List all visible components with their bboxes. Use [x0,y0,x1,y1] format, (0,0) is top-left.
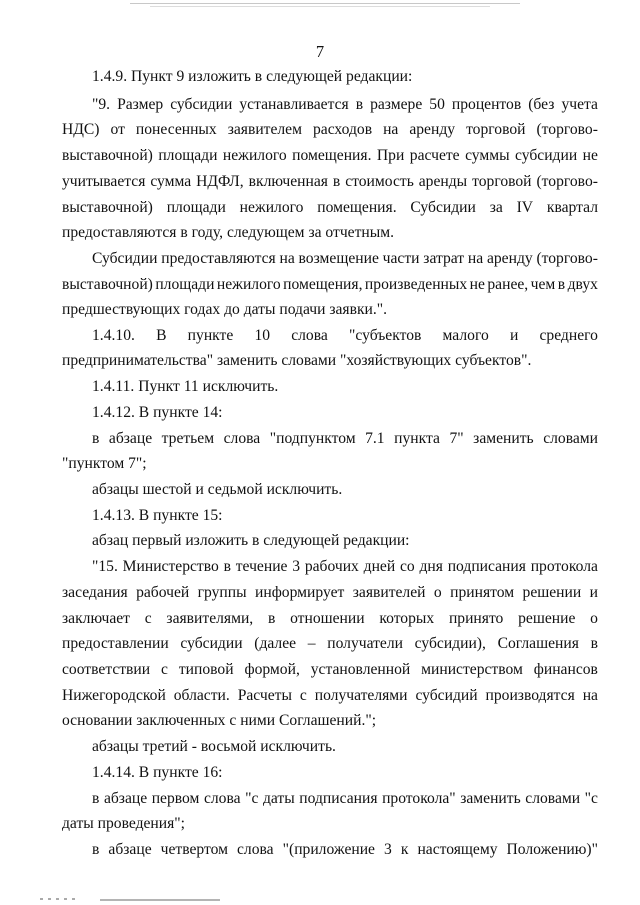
word: выставочной) [62,147,153,164]
word: словами [525,790,581,807]
word: соответствии [62,661,151,678]
word: о [433,584,442,601]
word: "9. [92,96,111,113]
word: "субъектов [349,327,422,344]
word: установленной [310,661,411,678]
justified-line [62,608,598,630]
word: на [383,121,399,138]
word: выставочной) [62,276,153,293]
word: заявителей [352,584,426,601]
word: торговой [472,173,532,190]
word: первом [151,790,200,807]
justified-line [92,325,598,347]
word: словами [543,430,598,447]
word: 7" [449,430,464,447]
word: Министерство [122,558,219,575]
word: произведенных [364,276,468,293]
justified-line [62,145,598,167]
word: нежилого [222,147,287,164]
word: "с [245,790,259,807]
paragraph-1-4-11: 1.4.11. Пункт 11 исключить. [92,378,279,395]
word: помещения. [292,147,372,164]
word: пункте [187,327,234,344]
word: – [307,635,316,652]
scan-artifact-bottom-dots [40,898,80,900]
text-line: абзацы шестой и седьмой исключить. [92,481,343,498]
word: IV [516,199,534,216]
justified-line [62,633,598,655]
word: в [355,96,364,113]
word: "(приложение [282,841,375,858]
text-line: абзац первый изложить в следующей редакции: [92,532,410,549]
scan-artifact-bottom [100,899,220,901]
word: заменить [473,430,534,447]
word: за [489,199,503,216]
word: в [557,276,566,293]
word: не [469,276,485,293]
word: возмещение [298,250,379,267]
word: Нижегородской [62,687,166,704]
word: заключает [62,610,130,627]
word: на [279,250,295,267]
word: Размер [117,96,164,113]
word: субсидии [515,147,578,164]
word: течение [235,558,288,575]
page-number: 7 [315,42,325,61]
word: НДС) [62,121,100,138]
word: Субсидии [410,199,476,216]
justified-line [92,248,598,270]
word: заменить [460,790,521,807]
word: подписания [447,558,526,575]
word: информирует [255,584,345,601]
word: НДФЛ, [196,173,244,190]
word: учитывается [62,173,146,190]
word: в [223,558,231,575]
word: которых [379,610,435,627]
word: (торгово- [536,250,598,267]
text-line: предоставляются в году, следующем за отчетным. [62,224,395,241]
word: квартал [546,199,598,216]
word: (без [528,96,555,113]
word: протокола [530,558,598,575]
word: аренду [409,121,456,138]
paragraph-1-4-9-heading: 1.4.9. Пункт 9 изложить в следующей редакции: [92,68,413,85]
justified-line [62,659,598,681]
word: малого [442,327,489,344]
word: выставочной) [62,199,153,216]
word: предоставляются [161,250,276,267]
word: даты [262,790,295,807]
justified-line [62,197,598,219]
word: размере [370,96,423,113]
word: типовой [178,661,234,678]
word: устанавливается [239,96,349,113]
paragraph-1-4-14-heading: 1.4.14. В пункте 16: [92,764,223,781]
justified-line [92,428,598,450]
text-line: "пунктом 7"; [62,455,147,472]
word: принято [448,610,504,627]
justified-line [62,582,598,604]
word: настоящему [417,841,498,858]
word: процентов [451,96,522,113]
word: абзаце [108,430,153,447]
word: абзаце [103,790,148,807]
word: (далее [254,635,297,652]
word: принятом [450,584,515,601]
word: на [467,250,484,267]
word: площади [166,199,226,216]
word: подписания [299,790,378,807]
word: со [399,558,415,575]
word: части [382,250,420,267]
word: суммы [465,147,510,164]
word: 10 [254,327,271,344]
word: 3 [384,841,392,858]
word: расчете [409,147,460,164]
word: в [267,610,276,627]
word: понесенных [135,121,217,138]
word: помещения, [283,276,363,293]
word: "с [584,790,598,807]
word: рабочих [304,558,359,575]
text-line: абзацы третий - восьмой исключить. [92,738,336,755]
paragraph-1-4-13-heading: 1.4.13. В пункте 15: [92,507,223,524]
word: чем [530,276,556,293]
word: дней [363,558,396,575]
word: нежилого [239,199,304,216]
word: 7.1 [365,430,385,447]
word: отношении [290,610,365,627]
word: заседания [62,584,128,601]
word: четвертом [160,841,228,858]
justified-line [62,171,598,193]
word: слова [223,430,261,447]
word: (торгово- [536,121,598,138]
word: третьем [161,430,215,447]
word: среднего [539,327,598,344]
word: в [92,430,100,447]
word: формой, [244,661,300,678]
word: протокола" [382,790,456,807]
word: от [110,121,125,138]
word: субсидии [170,96,233,113]
paragraph-1-4-12-heading: 1.4.12. В пункте 14: [92,404,223,421]
word: затрат [423,250,465,267]
word: в [590,635,598,652]
word: о [590,610,598,627]
text-line: даты проведения"; [62,815,185,832]
word: рабочей [136,584,190,601]
word: в [92,841,100,858]
word: Субсидии [92,250,158,267]
word: решение [518,610,576,627]
text-line: предшествующих годах до даты подачи заявки.". [62,301,388,318]
word: слова [237,841,274,858]
word: включенная [248,173,328,190]
word: решении [522,584,582,601]
word: стоимость [345,173,414,190]
word: абзаце [108,841,152,858]
word: двух [567,276,598,293]
word: к [400,841,409,858]
text-line: предпринимательства" заменить словами "хозяйствующих субъектов". [62,352,532,369]
word: слова [291,327,328,344]
word: субсидии), [414,635,486,652]
word: получателями [314,687,408,704]
word: в [332,173,341,190]
word: 50 [429,96,445,113]
word: дня [419,558,443,575]
word: В [156,327,167,344]
word: субсидии [180,635,243,652]
justified-line [62,685,598,707]
word: 3 [292,558,301,575]
word: При [376,147,405,164]
word: получатели [327,635,403,652]
word: площади [158,147,218,164]
word: области. [173,687,230,704]
word: с [161,661,168,678]
word: с [299,687,307,704]
word: слова [203,790,241,807]
word: ранее, [487,276,529,293]
word: производятся [485,687,575,704]
word: субсидий [415,687,478,704]
word: на [582,687,598,704]
word: торговой [466,121,526,138]
word: Положению)" [506,841,598,858]
word: 1.4.10. [92,327,135,344]
word: министерством [421,661,523,678]
justified-line [92,839,598,861]
scan-artifact-top-2 [150,6,490,7]
word: заявителями, [166,610,254,627]
word: "15. [92,558,118,575]
justified-line [62,274,598,296]
word: финансов [533,661,598,678]
word: сумма [150,173,192,190]
word: расходов [312,121,373,138]
word: Соглашения [497,635,579,652]
word: аренды [418,173,468,190]
word: в [92,790,100,807]
word: "подпунктом [269,430,356,447]
scan-artifact-top [130,3,520,4]
justified-line [92,556,598,578]
word: предоставлении [62,635,169,652]
word: Расчеты [237,687,292,704]
word: аренду [486,250,533,267]
word: нежилого [216,276,281,293]
word: площади [155,276,215,293]
word: помещения. [317,199,397,216]
word: учета [561,96,598,113]
word: пункта [394,430,440,447]
word: заявителем [227,121,302,138]
justified-line [62,119,598,141]
word: не [582,147,598,164]
word: и [589,584,598,601]
word: и [509,327,519,344]
word: с [144,610,152,627]
justified-line [92,94,598,116]
word: группы [197,584,247,601]
text-line: основании заключенных с ними Соглашений."; [62,712,377,729]
justified-line [92,788,598,810]
word: (торгово- [536,173,598,190]
